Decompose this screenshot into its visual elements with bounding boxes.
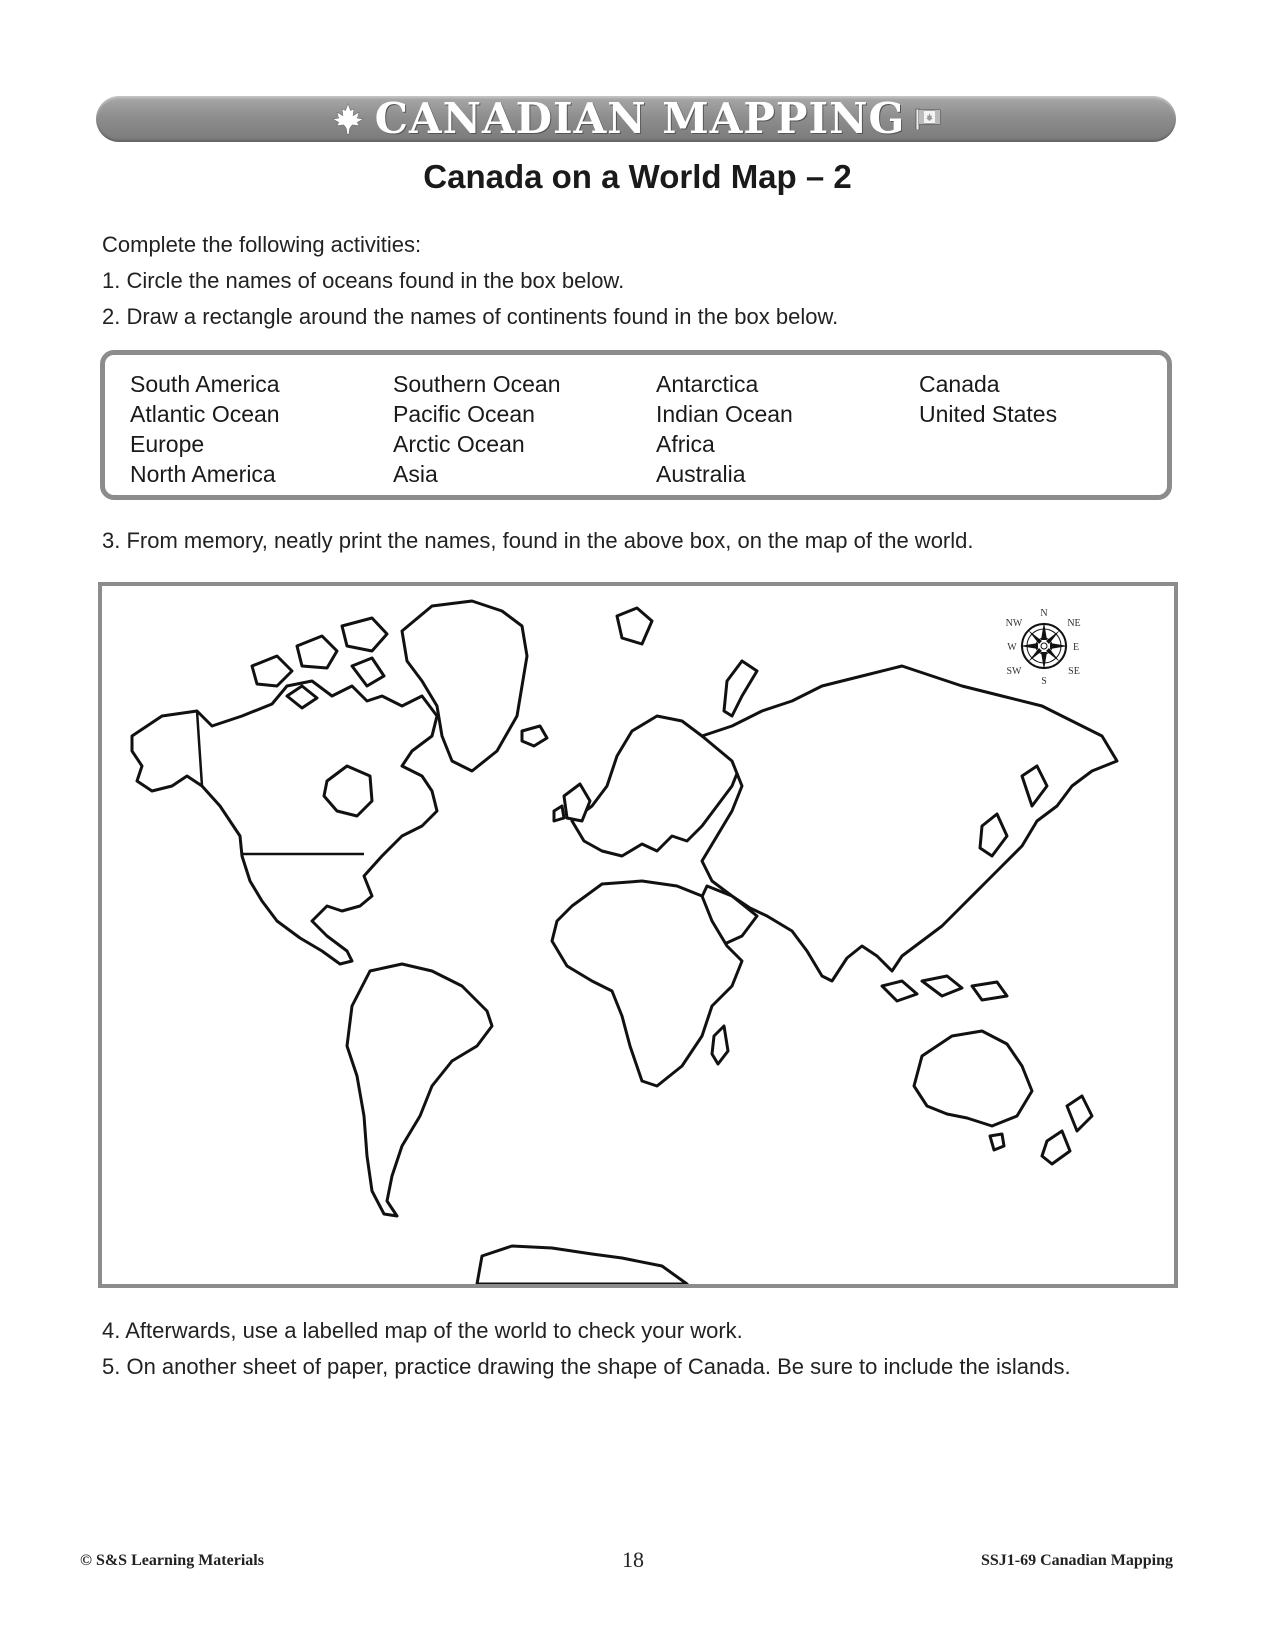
word-item: Europe — [130, 431, 205, 457]
word-column-3 — [656, 369, 793, 489]
word-item: Southern Ocean — [393, 371, 561, 397]
word-item: United States — [919, 401, 1058, 427]
word-item: Australia — [656, 461, 746, 487]
compass-label-se: SE — [1068, 666, 1080, 677]
instruction-step-5: 5. On another sheet of paper, practice drawing the shape of Canada. Be sure to include the islands. — [102, 1354, 1071, 1379]
word-item: North America — [130, 461, 276, 487]
instruction-step-4: 4. Afterwards, use a labelled map of the world to check your work. — [102, 1318, 743, 1343]
word-item: Asia — [393, 461, 438, 487]
word-box — [100, 350, 1172, 500]
word-item: Atlantic Ocean — [130, 401, 280, 427]
word-item: Canada — [919, 371, 1000, 397]
australia-outline — [914, 1031, 1032, 1126]
north-america-outline — [132, 681, 437, 964]
asia-outline — [702, 666, 1117, 981]
instruction-step-1: 1. Circle the names of oceans found in the box below. — [102, 268, 625, 293]
world-outline-map — [102, 586, 1174, 1284]
word-column-4 — [919, 369, 1057, 429]
compass-label-s: S — [1041, 676, 1047, 687]
compass-rose-icon — [1006, 608, 1081, 687]
title-banner — [96, 96, 1176, 142]
compass-label-e: E — [1072, 642, 1080, 653]
compass-label-ne: NE — [1067, 618, 1081, 629]
compass-label-n: N — [1040, 608, 1048, 619]
banner-title: CANADIAN MAPPING — [374, 94, 906, 143]
flag-icon — [915, 108, 941, 130]
word-column-1 — [130, 369, 280, 489]
instructions-intro: Complete the following activities: — [102, 232, 422, 257]
page-number: 18 — [622, 1547, 644, 1572]
word-item: Indian Ocean — [656, 401, 793, 427]
instruction-step-3: 3. From memory, neatly print the names, found in the above box, on the map of the world. — [102, 528, 974, 553]
word-item: South America — [130, 371, 280, 397]
page-title: Canada on a World Map – 2 — [423, 158, 852, 195]
word-item: Pacific Ocean — [393, 401, 535, 427]
footer-copyright: © S&S Learning Materials — [80, 1552, 264, 1569]
compass-label-w: W — [1007, 642, 1017, 653]
word-item: Arctic Ocean — [393, 431, 525, 457]
word-item: Africa — [656, 431, 715, 457]
world-map — [98, 582, 1178, 1288]
south-america-outline — [347, 964, 492, 1216]
compass-label-sw: SW — [1006, 666, 1022, 677]
compass-label-nw: NW — [1005, 618, 1023, 629]
antarctica-outline — [477, 1246, 687, 1284]
footer-product: SSJ1-69 Canadian Mapping — [980, 1552, 1173, 1569]
word-column-2 — [393, 369, 561, 489]
instruction-step-2: 2. Draw a rectangle around the names of continents found in the box below. — [102, 304, 839, 329]
word-item: Antarctica — [656, 371, 759, 397]
maple-leaf-icon — [331, 102, 365, 136]
